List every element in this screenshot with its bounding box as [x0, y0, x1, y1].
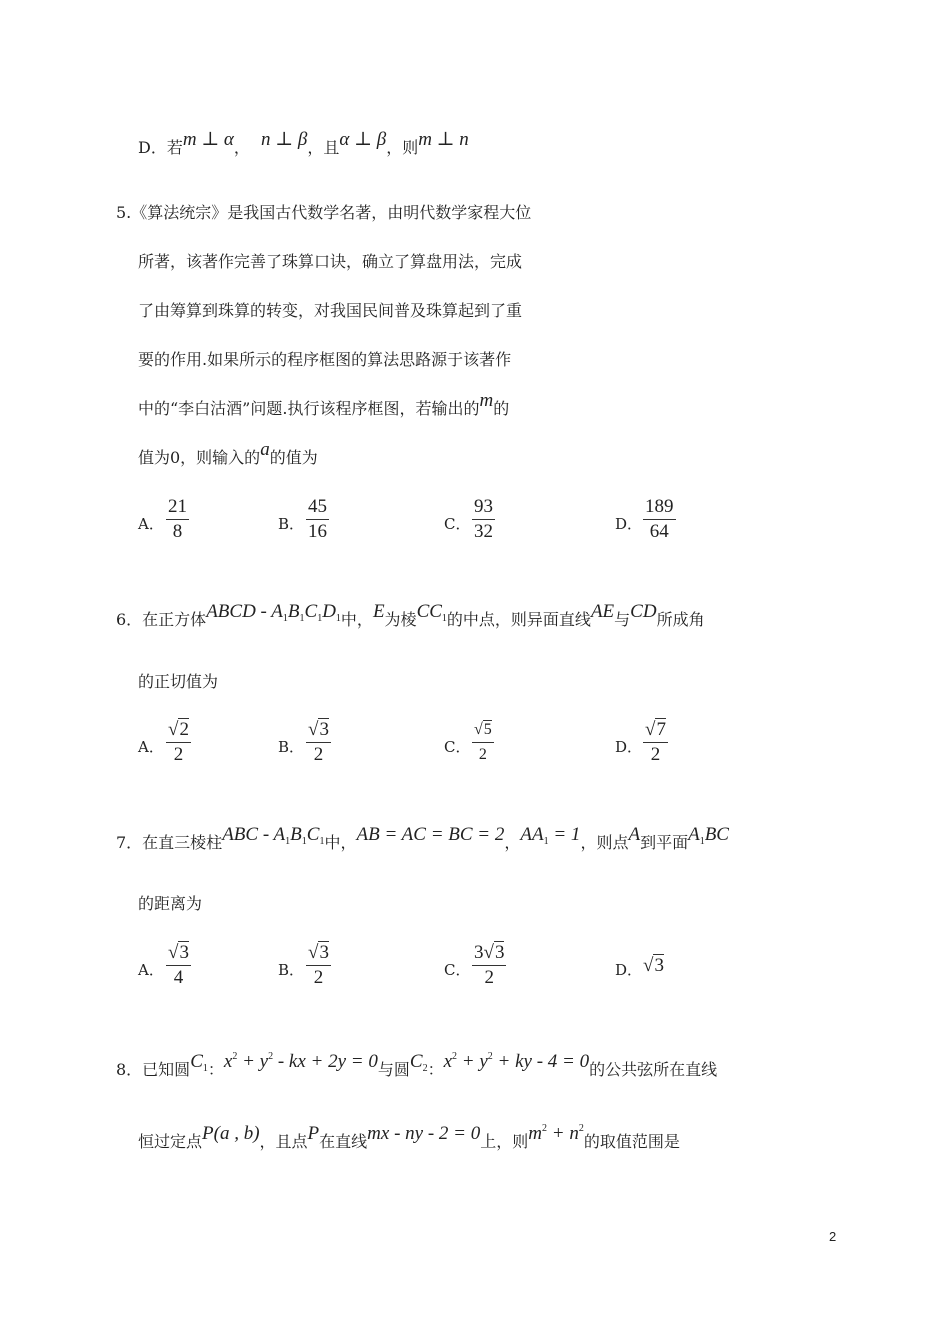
option-label: C．: [444, 738, 471, 756]
rest: - kx + 2y = 0: [273, 1051, 378, 1072]
var-a: A: [628, 824, 641, 845]
c: C: [409, 1051, 423, 1072]
fraction-denominator: 2: [472, 742, 494, 767]
q6-text-mid: 的中点，则异面直线: [446, 610, 591, 629]
math-plane: [688, 824, 729, 845]
q8-text-range: 的取值范围是: [583, 1132, 680, 1151]
math-m2n2: [528, 1123, 584, 1144]
plus-n: + n: [547, 1123, 579, 1144]
q7-line-2: 的距离为: [138, 894, 203, 913]
q7-text-plane: 到平面: [640, 833, 689, 852]
option-label: B．: [278, 738, 305, 756]
sup: 2: [487, 1051, 493, 1062]
fraction-denominator: 2: [643, 742, 668, 767]
option-label: C．: [444, 515, 471, 533]
radicand: 3: [319, 942, 329, 963]
cc: CC: [416, 601, 442, 622]
sub: 1: [319, 836, 325, 847]
sub: 1: [285, 836, 291, 847]
sup: 2: [452, 1051, 458, 1062]
colon: ：: [427, 1060, 444, 1079]
q8-text-then: 上，则: [480, 1132, 529, 1151]
math-alpha-perp-beta: α ⊥ β: [339, 129, 387, 150]
fraction-denominator: 8: [166, 519, 189, 544]
radicand: 3: [654, 955, 664, 976]
colon: ：: [207, 1060, 224, 1079]
cube-part-b: B: [287, 601, 300, 622]
q4-text-and: ，且: [307, 138, 340, 157]
q7-text-point: ，则点: [580, 833, 629, 852]
cube-part-a: ABCD - A: [206, 601, 283, 622]
eq-one: = 1: [548, 824, 581, 845]
sup: 2: [268, 1051, 274, 1062]
coefficient: 3: [474, 942, 484, 963]
sup: 2: [578, 1123, 584, 1134]
plane-a: A: [688, 824, 700, 845]
fraction-denominator: 2: [472, 965, 506, 990]
q8-line-1: [116, 1051, 718, 1087]
q7-text-in: 中，: [324, 833, 357, 852]
aa: AA: [520, 824, 544, 845]
fraction-denominator: 2: [166, 742, 191, 767]
q8-text-and: 与圆: [377, 1060, 410, 1079]
option-label: B．: [278, 515, 305, 533]
q6-text-edge: 为棱: [384, 610, 417, 629]
q8-line-2: [138, 1123, 680, 1152]
option-label: A．: [138, 738, 164, 756]
option-label: A．: [138, 515, 164, 533]
math-circle-c2: [410, 1051, 428, 1072]
option-label: A．: [138, 961, 164, 979]
math-m-perp-n: m ⊥ n: [418, 129, 469, 150]
math-point-p: P(a , b): [202, 1123, 260, 1144]
q5-line-4: 要的作用.如果所示的程序框图的算法思路源于该著作: [138, 350, 512, 369]
fraction-numerator: 45: [308, 496, 327, 517]
fraction-denominator: 64: [643, 519, 676, 544]
radicand: 3: [319, 719, 329, 740]
math-circle2-eq: [444, 1051, 590, 1072]
sub: 1: [335, 613, 341, 624]
q5-line-6: [138, 439, 318, 468]
math-circle1-eq: [224, 1051, 378, 1072]
math-aa1: [520, 824, 580, 845]
x: x: [443, 1051, 453, 1072]
radicand: 3: [494, 942, 505, 963]
var-cd: CD: [630, 601, 657, 622]
fraction-numerator: 21: [168, 496, 187, 517]
q8-text-fixed: 恒过定点: [138, 1132, 203, 1151]
q6-line-1: [116, 601, 705, 637]
q8-text-point: ，且点: [259, 1132, 308, 1151]
q8-text-line: 在直线: [319, 1132, 368, 1151]
sub: 1: [441, 613, 447, 624]
option-label: B．: [278, 961, 305, 979]
q4-text-then: ，则: [386, 138, 419, 157]
sub: 1: [301, 836, 307, 847]
option-label: C．: [444, 961, 471, 979]
math-equal-edges: AB = AC = BC = 2: [356, 824, 505, 845]
sub: 1: [543, 836, 549, 847]
q8-text-chord: 的公共弦所在直线: [589, 1060, 718, 1079]
cube-part-d: D: [322, 601, 336, 622]
sub: 1: [317, 613, 323, 624]
var-p: P: [307, 1123, 320, 1144]
comma: ，: [233, 138, 250, 157]
q5-line-5: [138, 390, 510, 419]
sub: 1: [202, 1063, 208, 1074]
fraction-denominator: 4: [166, 965, 191, 990]
math-prism: [222, 824, 324, 845]
math-circle-c1: [190, 1051, 208, 1072]
math-m-perp-alpha: m ⊥ α: [182, 129, 234, 150]
fraction-denominator: 2: [306, 742, 331, 767]
sup: 2: [232, 1051, 238, 1062]
q8-text-intro: 8．已知圆: [116, 1060, 191, 1079]
q5-line5-tail: 的: [493, 399, 510, 418]
q5-line-1: 5.《算法统宗》是我国古代数学名著，由明代数学家程大位: [116, 203, 532, 222]
q5-line6-tail: 的值为: [269, 448, 318, 467]
q7-line-1: [116, 824, 729, 860]
math-line-eq: mx - ny - 2 = 0: [367, 1123, 481, 1144]
q7-text-intro: 7．在直三棱柱: [116, 833, 223, 852]
prism-a: ABC - A: [222, 824, 286, 845]
page-number: 2: [829, 1229, 837, 1244]
sup: 2: [542, 1123, 547, 1134]
radicand: 7: [656, 719, 666, 740]
m: m: [528, 1123, 542, 1144]
fraction-numerator: 189: [645, 496, 674, 517]
var-e: E: [372, 601, 385, 622]
q6-text-intro: 6．在正方体: [116, 610, 207, 629]
fraction-denominator: 2: [306, 965, 331, 990]
q5-line-3: 了由筹算到珠算的转变，对我国民间普及珠算起到了重: [138, 301, 523, 320]
cube-part-c: C: [304, 601, 318, 622]
plane-bc: BC: [704, 824, 729, 845]
sub: 2: [422, 1063, 428, 1074]
q6-text-angle: 所成角: [656, 610, 705, 629]
q5-line5-text: 中的“李白沽酒”问题.执行该程序框图，若输出的: [138, 399, 480, 418]
var-m: m: [479, 390, 494, 411]
rest: + ky - 4 = 0: [492, 1051, 590, 1072]
q5-line-2: 所著，该著作完善了珠算口诀，确立了算盘用法，完成: [138, 252, 523, 271]
fraction-denominator: 16: [308, 521, 327, 542]
q6-text-in: 中，: [340, 610, 373, 629]
q6-line-2: 的正切值为: [138, 672, 219, 691]
q6-text-and: 与: [614, 610, 631, 629]
x: x: [223, 1051, 233, 1072]
q4-option-d: [138, 129, 469, 158]
option-label: D．: [615, 961, 643, 979]
option-label: D．: [615, 515, 643, 533]
sub: 1: [299, 613, 305, 624]
radicand: 5: [483, 721, 492, 738]
sub: 1: [699, 836, 705, 847]
q4-optd-label: D．若: [138, 138, 183, 157]
var-a: a: [260, 439, 270, 460]
radicand: 3: [179, 942, 189, 963]
option-label: D．: [615, 738, 643, 756]
fraction-numerator: 93: [474, 496, 493, 517]
var-ae: AE: [590, 601, 615, 622]
fraction-denominator: 32: [474, 521, 493, 542]
plus-y: + y: [237, 1051, 269, 1072]
radicand: 2: [179, 719, 189, 740]
math-cc1: [417, 601, 447, 622]
comma: ，: [504, 833, 521, 852]
c: C: [190, 1051, 203, 1072]
sub: 1: [282, 613, 288, 624]
prism-b: B: [290, 824, 302, 845]
math-n-perp-beta: n ⊥ β: [261, 129, 308, 150]
prism-c: C: [306, 824, 320, 845]
math-cube: [206, 601, 341, 622]
plus-y: + y: [457, 1051, 488, 1072]
q5-line6-text: 值为0，则输入的: [138, 448, 261, 467]
